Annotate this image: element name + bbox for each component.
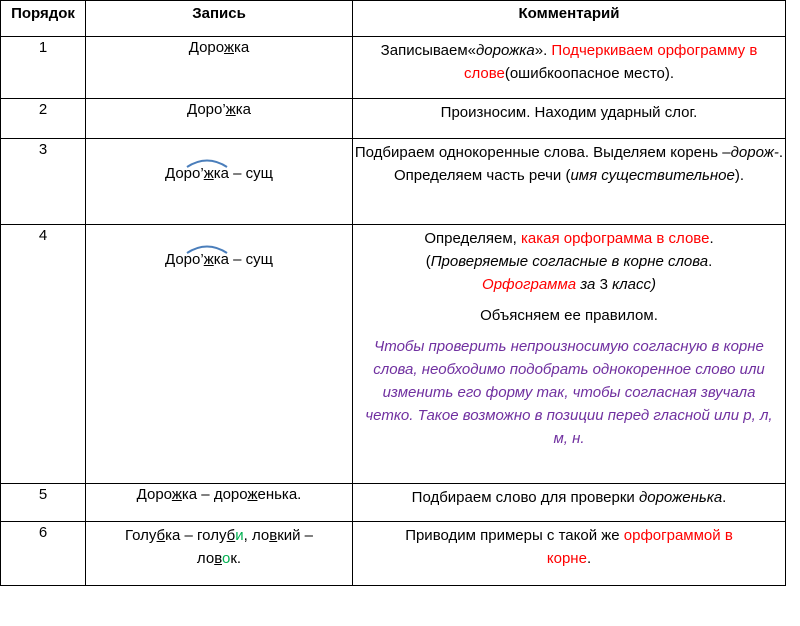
table-row [1, 99, 786, 139]
orthogram-letter: ж [171, 486, 182, 503]
root-marked-word: Доро’жка – сущ [165, 165, 273, 182]
header-comment: Комментарий [353, 1, 786, 37]
orthogram-letter: б [226, 527, 236, 544]
orthogram-letter: б [156, 527, 166, 544]
row-number: 3 [1, 139, 86, 225]
header-order: Порядок [1, 1, 86, 37]
check-vowel: и [235, 527, 244, 544]
orthogram-letter: ж [247, 486, 258, 503]
check-vowel: о [222, 550, 231, 567]
root-marked-word: Доро’жка – сущ [165, 251, 273, 268]
spelling-rule: Чтобы проверить непроизносимую согласную в корне слова, необходимо подобрать однокоренное слово или изменить его форму так, чтобы согласная звучала четко. Такое возможно в позиции перед гласной или р, л, м, н. [365, 338, 773, 447]
table-row [1, 139, 786, 225]
comment-cell: Определяем, какая орфограмма в слове. (Проверяемые согласные в корне слова. Орфограмма за 3 класс) Объясняем ее правилом. Чтобы проверить непроизносимую согласную в корне слова, необходимо подобрать однокоренное слово или изменить его форму так, чтобы согласная звучала четко. Такое возможно в позиции перед гласной или р, л, м, н. [353, 225, 786, 484]
record-cell: Дорожка [86, 37, 353, 99]
row-number: 5 [1, 484, 86, 522]
comment-cell: Подбираем однокоренные слова. Выделяем корень –дорож-. Определяем часть речи (имя существительное). [353, 139, 786, 225]
header-record: Запись [86, 1, 353, 37]
table-row [1, 37, 786, 99]
root-arc-icon [185, 242, 229, 254]
orthogram-letter: в [214, 550, 222, 567]
orthogram-letter: ж [225, 101, 236, 118]
row-number: 2 [1, 99, 86, 139]
orthogram-letter: ж [203, 251, 214, 268]
table-header-row [1, 1, 786, 37]
record-cell [86, 225, 353, 484]
record-cell: Голубка – голуби, ловкий – ловок. [86, 522, 353, 586]
record-cell: Доро’жка [86, 99, 353, 139]
orthogram-letter: ж [203, 165, 214, 182]
record-cell [86, 139, 353, 225]
root-arc-icon [185, 156, 229, 168]
orthogram-letter: в [269, 527, 278, 544]
table-row [1, 225, 786, 484]
row-number: 6 [1, 522, 86, 586]
comment-cell: Приводим примеры с такой же орфограммой в корне. [353, 522, 786, 586]
table-row [1, 484, 786, 522]
comment-cell: Записываем«дорожка». Подчеркиваем орфограмму в слове(ошибкоопасное место). [353, 37, 786, 99]
row-number: 4 [1, 225, 86, 484]
row-number: 1 [1, 37, 86, 99]
comment-cell: Подбираем слово для проверки дороженька. [353, 484, 786, 522]
table-row [1, 522, 786, 586]
explain-text: Объясняем ее правилом. [480, 307, 658, 324]
record-cell: Дорожка – дороженька. [86, 484, 353, 522]
orthogram-letter: ж [223, 39, 234, 56]
comment-cell: Произносим. Находим ударный слог. [353, 99, 786, 139]
